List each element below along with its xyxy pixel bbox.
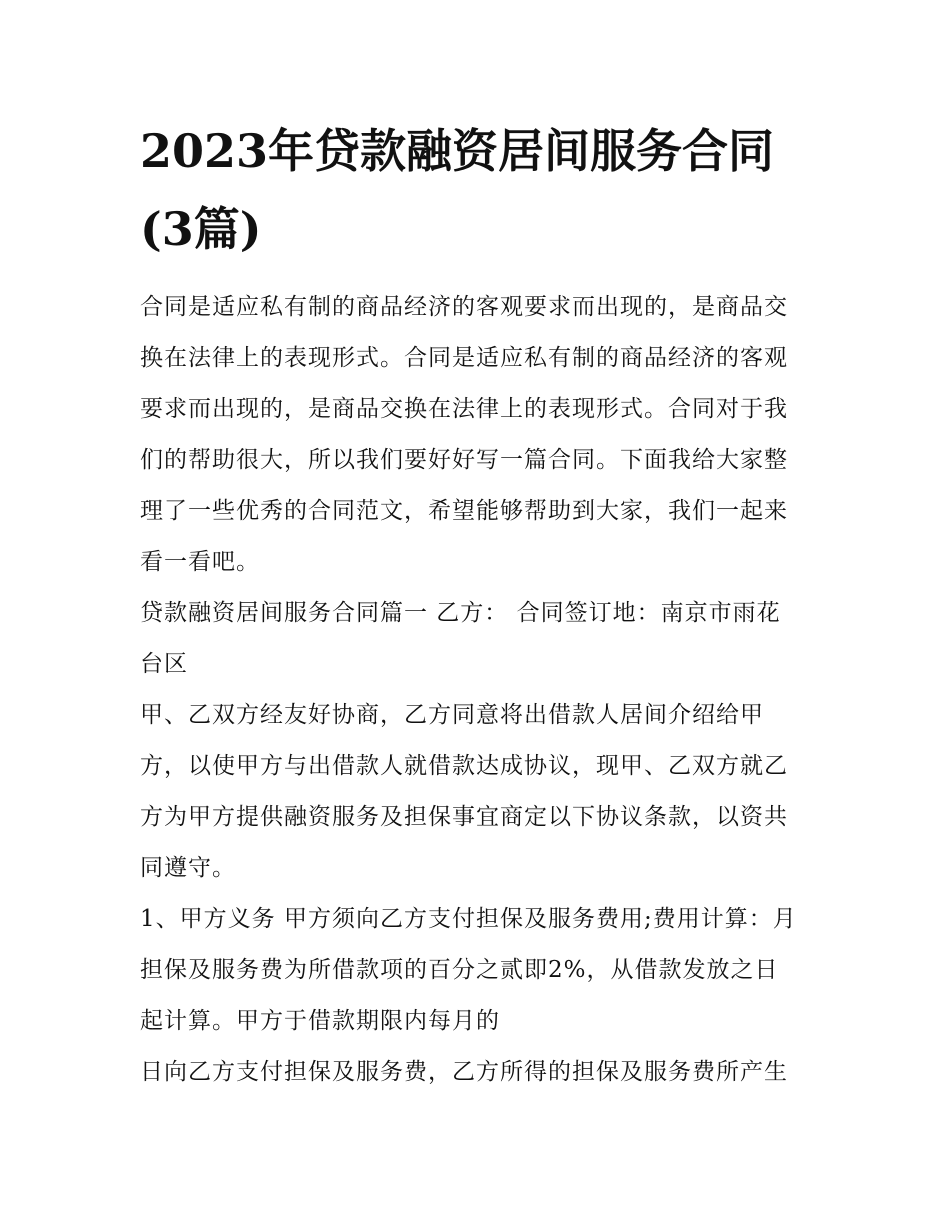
text-line: 贷款融资居间服务合同篇一 乙方： 合同签订地：南京市雨花 [140,600,781,626]
text-line: 甲、乙双方经友好协商，乙方同意将出借款人居间介绍给甲 [140,702,764,728]
payment-paragraph [140,1047,820,1098]
text-line: 台区 [140,651,188,677]
text-line: 要求而出现的，是商品交换在法律上的表现形式。合同对于我 [140,396,788,422]
document-body [140,112,820,1098]
text-line: 方为甲方提供融资服务及担保事宜商定以下协议条款，以资共 [140,804,788,830]
intro-paragraph [140,282,820,588]
contract-heading-paragraph [140,588,820,690]
text-line: 理了一些优秀的合同范文，希望能够帮助到大家，我们一起来 [140,498,788,524]
text-line: 看一看吧。 [140,549,260,575]
text-line: 合同是适应私有制的商品经济的客观要求而出现的，是商品交 [140,294,788,320]
agreement-paragraph [140,690,820,894]
title-line: (3篇) [140,202,262,256]
clause-1-paragraph [140,894,820,1047]
text-line: 方，以使甲方与出借款人就借款达成协议，现甲、乙双方就乙 [140,753,788,779]
title-line: 2023年贷款融资居间服务合同 [140,124,775,178]
text-line: 换在法律上的表现形式。合同是适应私有制的商品经济的客观 [140,345,788,371]
text-line: 同遵守。 [140,855,236,881]
text-line: 起计算。甲方于借款期限内每月的 [140,1008,500,1034]
text-line: 日向乙方支付担保及服务费，乙方所得的担保及服务费所产生 [140,1059,788,1085]
text-line: 担保及服务费为所借款项的百分之贰即2%，从借款发放之日 [140,957,779,983]
text-line: 1、甲方义务 甲方须向乙方支付担保及服务费用;费用计算：月 [140,906,797,932]
text-line: 们的帮助很大，所以我们要好好写一篇合同。下面我给大家整 [140,447,788,473]
document-title [140,112,820,268]
